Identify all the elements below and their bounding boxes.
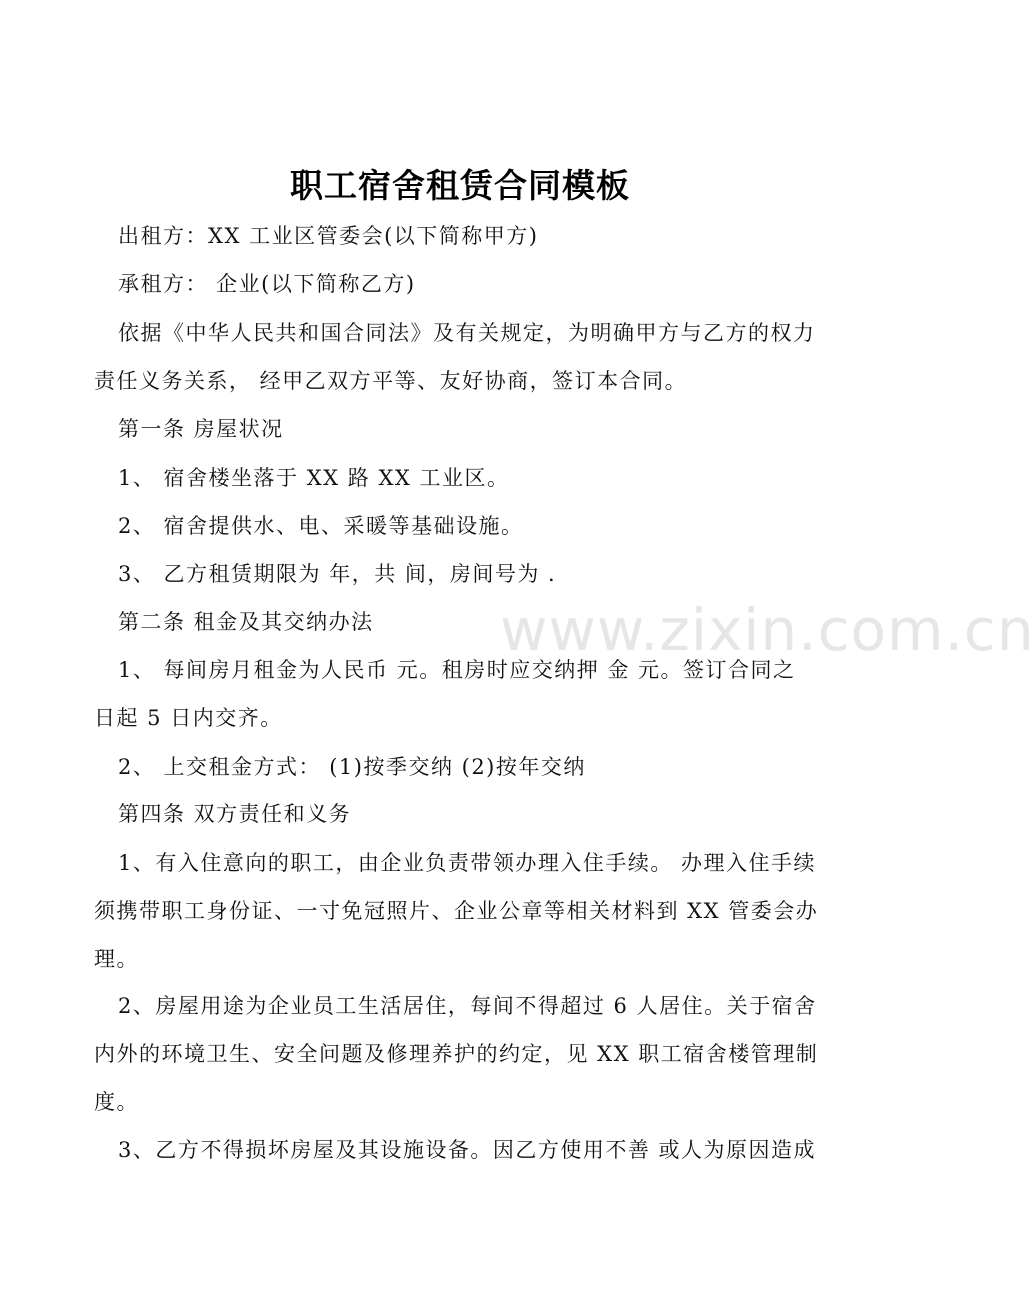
paragraph-line: 第二条 租金及其交纳办法 — [118, 610, 374, 634]
clause-1-1 — [94, 454, 836, 502]
paragraph-lessee — [94, 260, 836, 308]
document-title: 职工宿舍租赁合同模板 — [290, 166, 630, 205]
paragraph-line: 责任义务关系， 经甲乙双方平等、友好协商，签订本合同。 — [94, 369, 688, 393]
paragraph-line: 承租方： 企业(以下简称乙方) — [118, 272, 416, 296]
paragraph-line: 理。 — [94, 947, 139, 971]
article-heading-2 — [94, 598, 836, 646]
paragraph-preamble — [94, 309, 836, 405]
paragraph-line: 1、有入住意向的职工，由企业负责带领办理入住手续。 办理入住手续 — [118, 851, 817, 875]
paragraph-line: 依据《中华人民共和国合同法》及有关规定，为明确甲方与乙方的权力 — [118, 321, 816, 345]
paragraph-line: 2、房屋用途为企业员工生活居住，每间不得超过 6 人居住。关于宿舍 — [118, 994, 817, 1018]
paragraph-line: 2、 上交租金方式： (1)按季交纳 (2)按年交纳 — [118, 755, 586, 779]
paragraph-line: 2、 宿舍提供水、电、采暖等基础设施。 — [118, 514, 524, 538]
clause-2-2 — [94, 743, 836, 791]
paragraph-line: 第四条 双方责任和义务 — [118, 802, 352, 826]
clause-4-1 — [94, 839, 836, 983]
clause-4-2 — [94, 982, 836, 1126]
paragraph-line: 日起 5 日内交齐。 — [94, 706, 283, 730]
clause-4-3 — [94, 1126, 836, 1174]
clause-1-3 — [94, 550, 836, 598]
clause-1-2 — [94, 502, 836, 550]
clause-2-1 — [94, 646, 836, 742]
paragraph-line: 3、 乙方租赁期限为 年，共 间，房间号为 . — [118, 562, 557, 586]
paragraph-line: 内外的环境卫生、安全问题及修理养护的约定，见 XX 职工宿舍楼管理制 — [94, 1042, 819, 1066]
paragraph-lessor — [94, 212, 836, 260]
article-heading-1 — [94, 405, 836, 453]
article-heading-4 — [94, 790, 836, 838]
paragraph-line: 须携带职工身份证、一寸免冠照片、企业公章等相关材料到 XX 管委会办 — [94, 899, 819, 923]
paragraph-line: 出租方：XX 工业区管委会(以下简称甲方) — [118, 224, 539, 248]
paragraph-line: 第一条 房屋状况 — [118, 417, 284, 441]
paragraph-line: 3、乙方不得损坏房屋及其设施设备。因乙方使用不善 或人为原因造成 — [118, 1138, 817, 1162]
watermark: www.zixin.com.cn — [500, 596, 1035, 664]
paragraph-line: 度。 — [94, 1090, 139, 1114]
paragraph-line: 1、 宿舍楼坐落于 XX 路 XX 工业区。 — [118, 466, 510, 490]
paragraph-line: 1、 每间房月租金为人民币 元。租房时应交纳押 金 元。签订合同之 — [118, 658, 796, 682]
